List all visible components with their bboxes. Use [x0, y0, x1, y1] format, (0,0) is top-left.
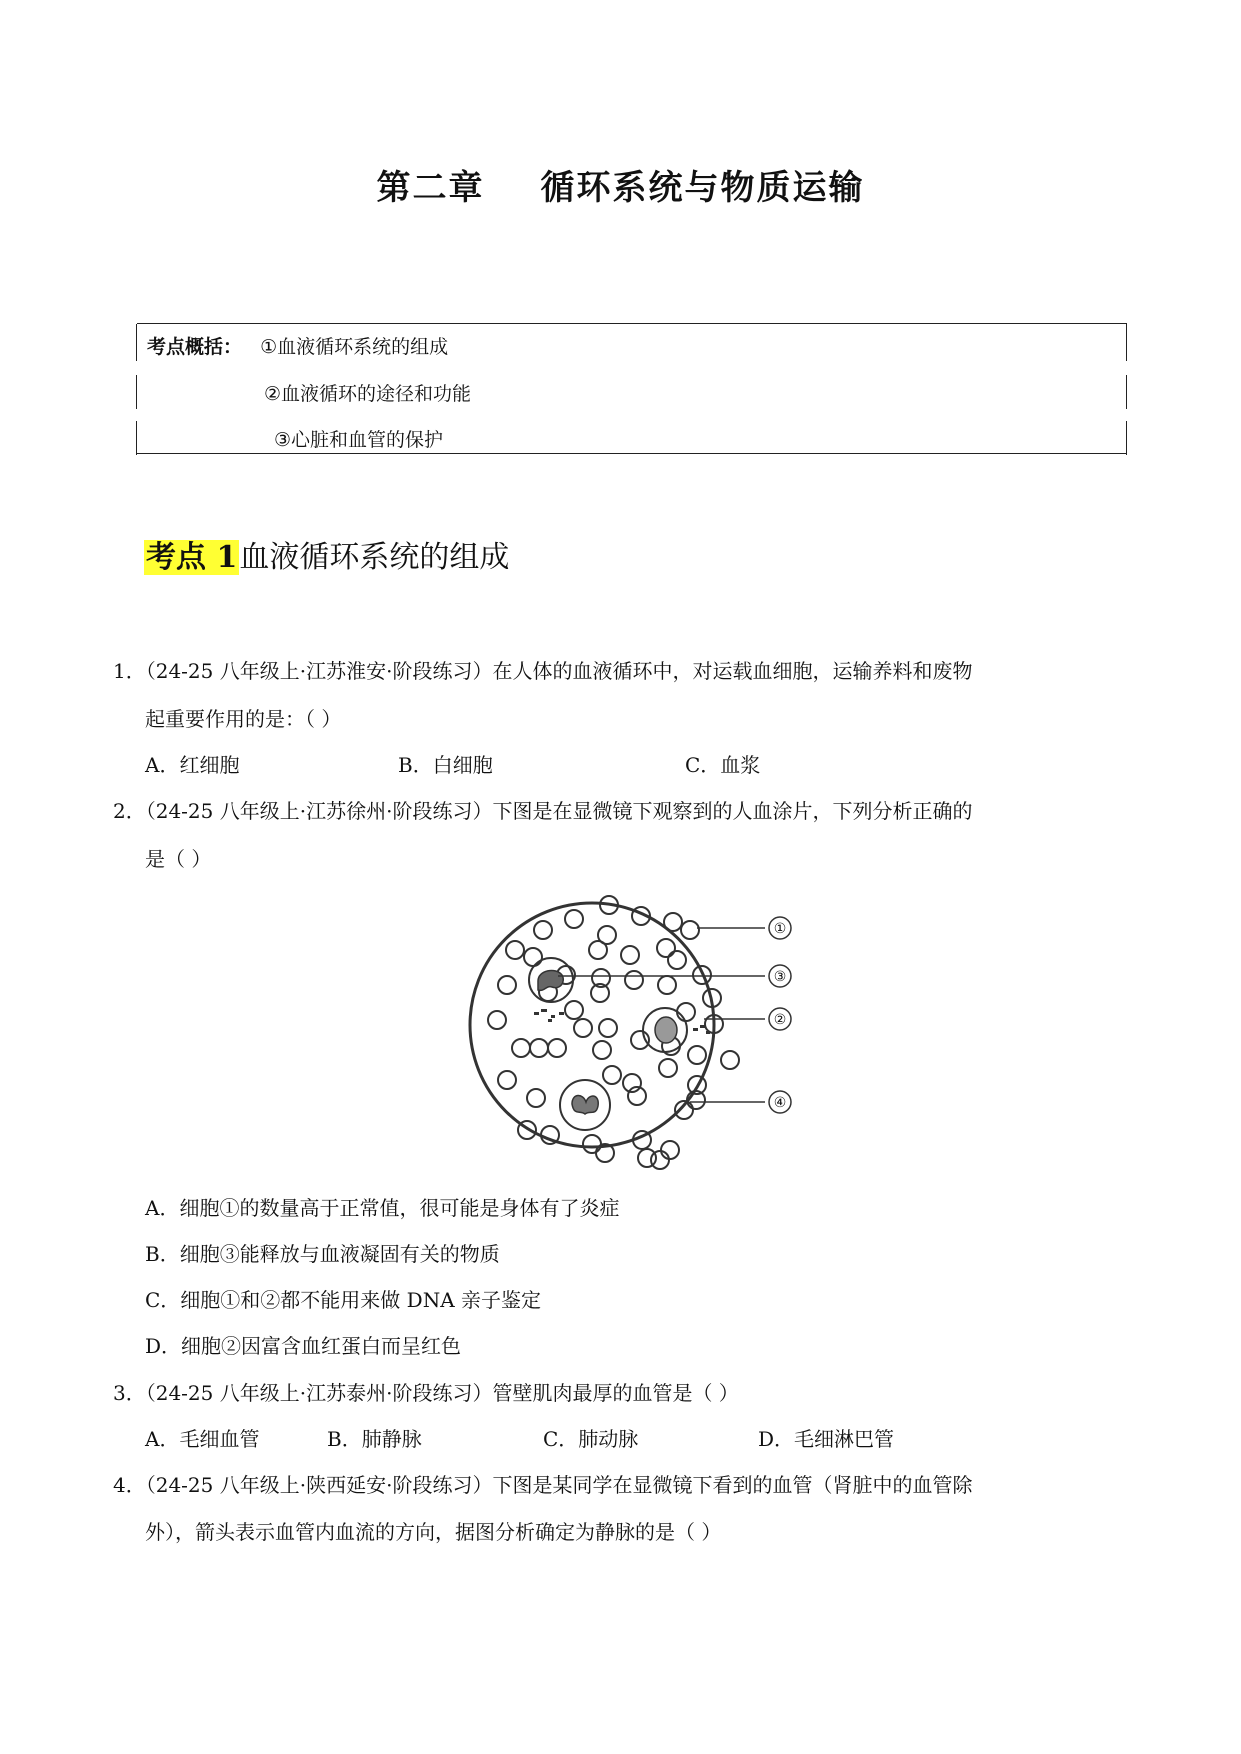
question-2-option-d: D．细胞②因富含血红蛋白而呈红色	[145, 1334, 462, 1358]
summary-item-1: ①血液循环系统的组成	[260, 336, 449, 358]
question-3-option-b: B．肺静脉	[327, 1427, 422, 1451]
question-1-option-c: C．血浆	[685, 753, 761, 777]
summary-item-3: ③心脏和血管的保护	[274, 429, 444, 451]
question-4-line-1: 4．（24-25 八年级上·陕西延安·阶段练习）下图是某同学在显微镜下看到的血管（肾脏中的血管除	[113, 1473, 973, 1497]
summary-box	[137, 323, 1127, 454]
section-tag: 考点 1	[146, 540, 238, 575]
question-2-line-1: 2．（24-25 八年级上·江苏徐州·阶段练习）下图是在显微镜下观察到的人血涂片，下列分析正确的	[113, 799, 973, 823]
question-4-line-2: 外），箭头表示血管内血流的方向，据图分析确定为静脉的是（ ）	[145, 1520, 722, 1544]
question-2-line-2: 是（ ）	[145, 847, 212, 871]
question-1-line-2: 起重要作用的是：（ ）	[145, 707, 342, 731]
chapter-number: 第二章	[376, 168, 485, 208]
figure-label-2: ②	[773, 1012, 787, 1028]
question-2-option-a: A．细胞①的数量高于正常值，很可能是身体有了炎症	[145, 1196, 620, 1220]
question-2-option-c: C．细胞①和②都不能用来做 DNA 亲子鉴定	[145, 1288, 541, 1312]
figure-label-1: ①	[773, 921, 787, 937]
summary-label: 考点概括：	[147, 336, 243, 358]
question-1-option-a: A．红细胞	[145, 753, 240, 777]
section-title: 血液循环系统的组成	[239, 540, 510, 575]
figure-label-3: ③	[773, 969, 787, 985]
blood-smear-figure	[460, 880, 800, 1180]
section-heading	[144, 532, 509, 576]
question-2-option-b: B．细胞③能释放与血液凝固有关的物质	[145, 1242, 500, 1266]
chapter-name: 循环系统与物质运输	[540, 168, 865, 208]
figure-label-4: ④	[773, 1095, 787, 1111]
question-1-option-b: B．白细胞	[398, 753, 493, 777]
question-3-line-1: 3．（24-25 八年级上·江苏泰州·阶段练习）管壁肌肉最厚的血管是（ ）	[113, 1381, 739, 1405]
question-3-option-a: A．毛细血管	[145, 1427, 260, 1451]
summary-line-1	[147, 332, 448, 359]
chapter-title	[0, 160, 1241, 209]
summary-item-2: ②血液循环的途径和功能	[264, 383, 472, 405]
question-1-line-1: 1．（24-25 八年级上·江苏淮安·阶段练习）在人体的血液循环中，对运载血细胞，运输养料和废物	[113, 659, 973, 683]
question-3-option-c: C．肺动脉	[543, 1427, 639, 1451]
question-3-option-d: D．毛细淋巴管	[758, 1427, 895, 1451]
